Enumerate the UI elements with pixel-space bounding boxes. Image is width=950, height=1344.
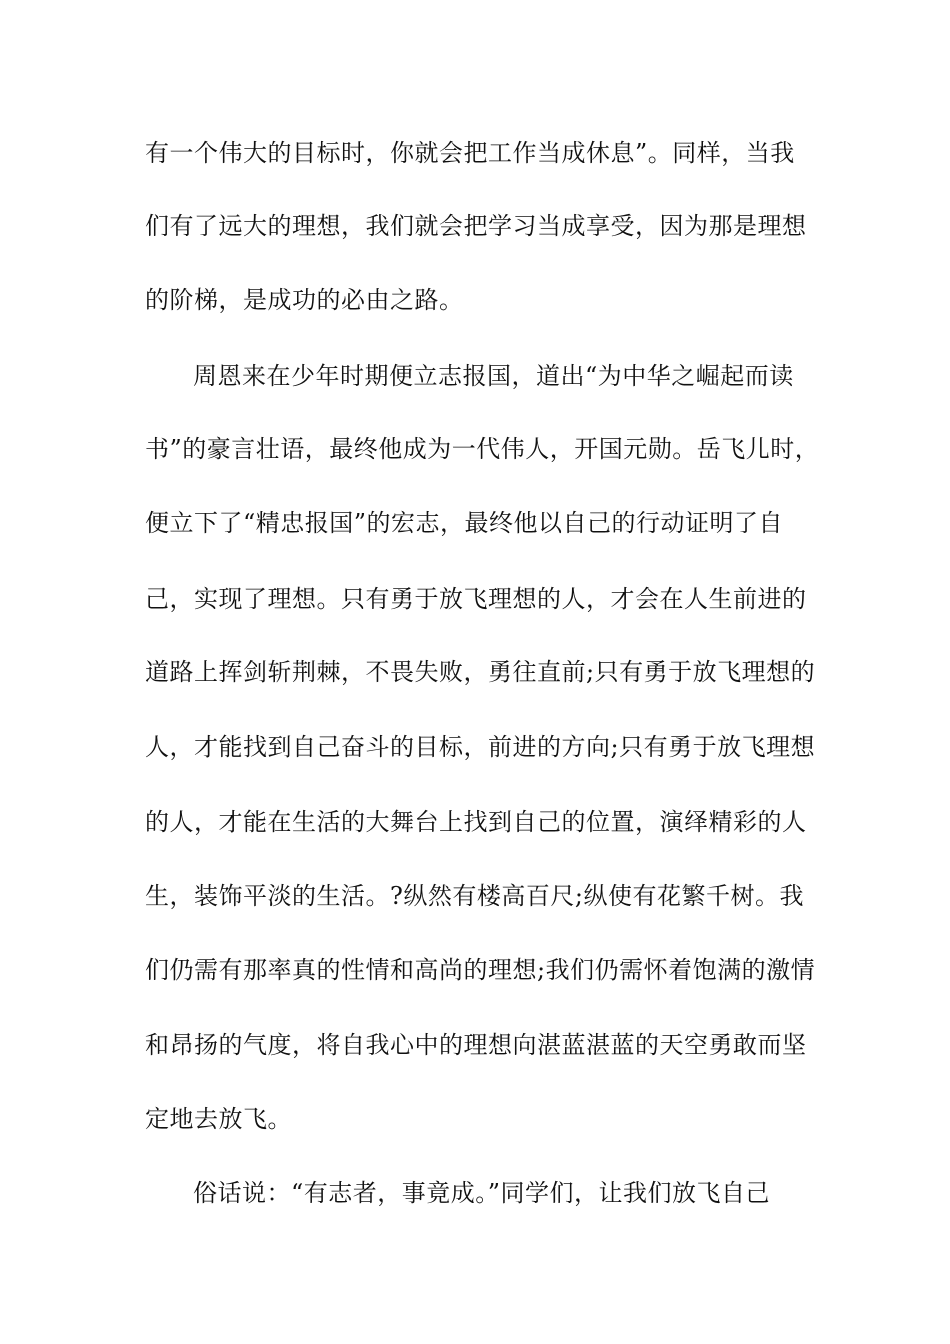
text-line-6: 便立下了“精忠报国”的宏志，最终他以自己的行动证明了自 bbox=[145, 509, 784, 537]
text-line-5: 书”的豪言壮语，最终他成为一代伟人，开国元勋。岳飞儿时， bbox=[145, 435, 820, 463]
text-line-8: 道路上挥剑斩荆棘，不畏失败，勇往直前;只有勇于放飞理想的 bbox=[145, 658, 816, 686]
text-line-13: 和昂扬的气度，将自我心中的理想向湛蓝湛蓝的天空勇敢而坚 bbox=[145, 1031, 807, 1059]
text-line-2: 们有了远大的理想，我们就会把学习当成享受，因为那是理想 bbox=[145, 212, 807, 240]
text-line-3: 的阶梯，是成功的必由之路。 bbox=[145, 286, 464, 314]
text-line-9: 人，才能找到自己奋斗的目标，前进的方向;只有勇于放飞理想 bbox=[145, 733, 816, 761]
text-line-15: 俗话说：“有志者，事竟成。”同学们，让我们放飞自己 bbox=[193, 1179, 771, 1207]
text-line-14: 定地去放飞。 bbox=[145, 1105, 292, 1133]
text-line-1: 有一个伟大的目标时，你就会把工作当成休息”。同样，当我 bbox=[145, 139, 795, 167]
text-line-12: 们仍需有那率真的性情和高尚的理想;我们仍需怀着饱满的激情 bbox=[145, 956, 816, 984]
text-line-11: 生，装饰平淡的生活。?纵然有楼高百尺;纵使有花繁千树。我 bbox=[145, 882, 804, 910]
text-line-7: 己，实现了理想。只有勇于放飞理想的人，才会在人生前进的 bbox=[145, 585, 807, 613]
text-line-10: 的人，才能在生活的大舞台上找到自己的位置，演绎精彩的人 bbox=[145, 808, 807, 836]
text-line-4: 周恩来在少年时期便立志报国，道出“为中华之崛起而读 bbox=[193, 362, 794, 390]
